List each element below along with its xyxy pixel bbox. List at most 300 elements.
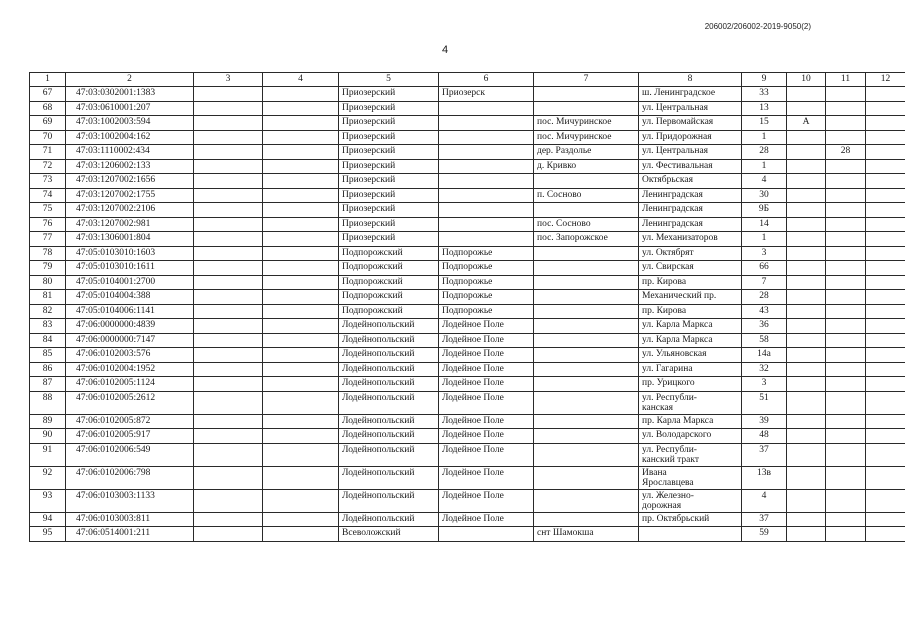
- table-cell: Лодейное Поле: [439, 362, 534, 377]
- table-cell: 78: [30, 246, 66, 261]
- table-cell: 47:06:0102005:917: [66, 429, 194, 444]
- table-cell: 82: [30, 304, 66, 319]
- table-cell: [787, 232, 826, 247]
- table-cell: [866, 87, 905, 102]
- table-cell: [866, 203, 905, 218]
- table-cell: [194, 466, 263, 489]
- table-cell: [787, 333, 826, 348]
- table-row: [30, 275, 905, 290]
- table-cell: [826, 246, 866, 261]
- column-header: 3: [194, 73, 263, 87]
- table-cell: [194, 246, 263, 261]
- table-cell: 58: [742, 333, 787, 348]
- table-row: [30, 217, 905, 232]
- table-cell: [866, 130, 905, 145]
- table-cell: [194, 188, 263, 203]
- table-cell: 90: [30, 429, 66, 444]
- table-cell: 3: [742, 246, 787, 261]
- table-cell: 13: [742, 101, 787, 116]
- table-cell: 47:06:0102005:872: [66, 414, 194, 429]
- table-row: [30, 377, 905, 392]
- table-cell: 47:06:0103003:1133: [66, 489, 194, 512]
- table-cell: [194, 429, 263, 444]
- table-cell: Подпорожский: [339, 275, 439, 290]
- table-cell: 47:06:0000000:4839: [66, 319, 194, 334]
- table-row: [30, 348, 905, 363]
- table-row: [30, 362, 905, 377]
- table-cell: Приозерский: [339, 145, 439, 160]
- table-cell: [263, 246, 339, 261]
- table-cell: пр. Карла Маркса: [639, 414, 742, 429]
- table-cell: [787, 261, 826, 276]
- table-cell: [263, 87, 339, 102]
- table-cell: Лодейнопольский: [339, 391, 439, 414]
- table-cell: 47:03:1002004:162: [66, 130, 194, 145]
- table-cell: [194, 174, 263, 189]
- table-cell: Лодейное Поле: [439, 377, 534, 392]
- table-cell: 37: [742, 512, 787, 527]
- table-row: [30, 246, 905, 261]
- table-cell: [866, 304, 905, 319]
- table-cell: ул. Октябрят: [639, 246, 742, 261]
- table-cell: Приозерский: [339, 101, 439, 116]
- table-cell: [826, 348, 866, 363]
- table-row: [30, 489, 905, 512]
- table-cell: [787, 429, 826, 444]
- column-header: 12: [866, 73, 905, 87]
- table-cell: [534, 87, 639, 102]
- table-cell: ул. Придорожная: [639, 130, 742, 145]
- table-cell: Приозерский: [339, 203, 439, 218]
- table-cell: [263, 333, 339, 348]
- table-cell: [866, 466, 905, 489]
- table-cell: Ивана Ярославцева: [639, 466, 742, 489]
- table-cell: [194, 377, 263, 392]
- table-cell: 85: [30, 348, 66, 363]
- table-cell: [826, 275, 866, 290]
- table-row: [30, 232, 905, 247]
- table-cell: Лодейное Поле: [439, 429, 534, 444]
- document-id: 206002/206002-2019-9050(2): [704, 22, 811, 31]
- table-cell: 47:06:0102005:2612: [66, 391, 194, 414]
- table-cell: [787, 527, 826, 542]
- table-cell: 47:03:1206002:133: [66, 159, 194, 174]
- table-cell: Приозерский: [339, 87, 439, 102]
- table-cell: [263, 101, 339, 116]
- table-cell: [866, 512, 905, 527]
- table-cell: 33: [742, 87, 787, 102]
- table-cell: дер. Раздолье: [534, 145, 639, 160]
- table-cell: пр. Кирова: [639, 304, 742, 319]
- table-body: [30, 87, 905, 542]
- table-cell: [534, 290, 639, 305]
- table-cell: 47:06:0514001:211: [66, 527, 194, 542]
- table-cell: ул. Свирская: [639, 261, 742, 276]
- table-cell: [439, 116, 534, 131]
- table-cell: 47:06:0102005:1124: [66, 377, 194, 392]
- table-cell: 95: [30, 527, 66, 542]
- table-cell: Подпорожский: [339, 261, 439, 276]
- table-cell: ул. Ульяновская: [639, 348, 742, 363]
- table-cell: [194, 319, 263, 334]
- register-table: [29, 72, 905, 542]
- table-cell: ул. Гагарина: [639, 362, 742, 377]
- table-cell: [263, 362, 339, 377]
- table-cell: 1: [742, 232, 787, 247]
- table-cell: 47:05:0104001:2700: [66, 275, 194, 290]
- column-header: 10: [787, 73, 826, 87]
- table-cell: пос. Мичуринское: [534, 116, 639, 131]
- table-cell: [534, 377, 639, 392]
- table-cell: [787, 203, 826, 218]
- table-cell: 47:03:1306001:804: [66, 232, 194, 247]
- table-cell: ул. Железно- дорожная: [639, 489, 742, 512]
- table-cell: 37: [742, 443, 787, 466]
- table-cell: [534, 333, 639, 348]
- table-cell: 92: [30, 466, 66, 489]
- table-cell: 47:03:1207002:981: [66, 217, 194, 232]
- table-cell: Лодейнопольский: [339, 333, 439, 348]
- table-cell: [194, 130, 263, 145]
- table-cell: Подпорожье: [439, 246, 534, 261]
- table-cell: 76: [30, 217, 66, 232]
- header-row: [30, 73, 905, 87]
- table-cell: [826, 159, 866, 174]
- table-cell: [534, 489, 639, 512]
- table-cell: 89: [30, 414, 66, 429]
- column-header: 4: [263, 73, 339, 87]
- table-cell: 47:03:1110002:434: [66, 145, 194, 160]
- table-cell: 14а: [742, 348, 787, 363]
- table-cell: [534, 275, 639, 290]
- table-cell: [826, 377, 866, 392]
- table-cell: [866, 443, 905, 466]
- table-cell: Лодейнопольский: [339, 348, 439, 363]
- table-cell: [866, 159, 905, 174]
- table-cell: [439, 159, 534, 174]
- table-cell: 91: [30, 443, 66, 466]
- table-cell: [826, 116, 866, 131]
- table-cell: Октябрьская: [639, 174, 742, 189]
- table-cell: Приозерский: [339, 232, 439, 247]
- table-cell: [866, 174, 905, 189]
- table-cell: [787, 489, 826, 512]
- table-cell: 47:05:0103010:1611: [66, 261, 194, 276]
- table-cell: Лодейнопольский: [339, 429, 439, 444]
- table-cell: ул. Первомайская: [639, 116, 742, 131]
- page-number: 4: [442, 44, 449, 56]
- table-row: [30, 145, 905, 160]
- table-cell: Подпорожье: [439, 290, 534, 305]
- table-cell: [826, 527, 866, 542]
- table-cell: Лодейнопольский: [339, 443, 439, 466]
- table-row: [30, 87, 905, 102]
- table-cell: 48: [742, 429, 787, 444]
- table-cell: [787, 130, 826, 145]
- table-cell: [866, 188, 905, 203]
- table-cell: 47:05:0104006:1141: [66, 304, 194, 319]
- table-cell: [866, 101, 905, 116]
- table-cell: 43: [742, 304, 787, 319]
- table-cell: 72: [30, 159, 66, 174]
- table-cell: 30: [742, 188, 787, 203]
- table-cell: п. Сосново: [534, 188, 639, 203]
- table-cell: [263, 348, 339, 363]
- table-cell: Приозерский: [339, 174, 439, 189]
- table-cell: [534, 512, 639, 527]
- table-cell: [787, 362, 826, 377]
- table-cell: Лодейное Поле: [439, 512, 534, 527]
- table-cell: [194, 116, 263, 131]
- table-cell: 47:05:0104004:388: [66, 290, 194, 305]
- table-cell: [194, 217, 263, 232]
- table-cell: [263, 116, 339, 131]
- table-cell: [534, 101, 639, 116]
- table-cell: Подпорожский: [339, 246, 439, 261]
- table-cell: Лодейное Поле: [439, 348, 534, 363]
- table-cell: Подпорожье: [439, 275, 534, 290]
- table-cell: [439, 217, 534, 232]
- table-cell: Лодейнопольский: [339, 362, 439, 377]
- table-cell: ул. Республи- канский тракт: [639, 443, 742, 466]
- table-cell: Приозерский: [339, 159, 439, 174]
- table-cell: [194, 261, 263, 276]
- table-cell: [263, 217, 339, 232]
- table-cell: [534, 466, 639, 489]
- table-cell: ул. Центральная: [639, 101, 742, 116]
- table-cell: 69: [30, 116, 66, 131]
- table-cell: [787, 466, 826, 489]
- table-cell: 47:06:0102006:549: [66, 443, 194, 466]
- table-cell: [194, 159, 263, 174]
- table-cell: [439, 527, 534, 542]
- table-cell: [194, 304, 263, 319]
- table-cell: 87: [30, 377, 66, 392]
- table-cell: [263, 145, 339, 160]
- table-row: [30, 116, 905, 131]
- table-cell: 32: [742, 362, 787, 377]
- table-row: [30, 319, 905, 334]
- table-cell: [263, 290, 339, 305]
- table-cell: [263, 377, 339, 392]
- table-cell: [439, 101, 534, 116]
- table-cell: [826, 362, 866, 377]
- table-cell: ул. Володарского: [639, 429, 742, 444]
- table-cell: [787, 101, 826, 116]
- table-cell: [826, 466, 866, 489]
- table-cell: ш. Ленинградское: [639, 87, 742, 102]
- table-cell: пос. Сосново: [534, 217, 639, 232]
- table-cell: [787, 290, 826, 305]
- table-cell: [534, 319, 639, 334]
- table-cell: 93: [30, 489, 66, 512]
- table-cell: Приозерск: [439, 87, 534, 102]
- table-cell: пос. Запорожское: [534, 232, 639, 247]
- table-row: [30, 391, 905, 414]
- table-cell: 28: [742, 145, 787, 160]
- table-cell: 77: [30, 232, 66, 247]
- column-header: 1: [30, 73, 66, 87]
- table-cell: 15: [742, 116, 787, 131]
- table-row: [30, 512, 905, 527]
- table-cell: Лодейнопольский: [339, 466, 439, 489]
- table-cell: [866, 377, 905, 392]
- table-cell: Приозерский: [339, 130, 439, 145]
- table-cell: 3: [742, 377, 787, 392]
- table-cell: Всеволожский: [339, 527, 439, 542]
- table-cell: [534, 414, 639, 429]
- table-cell: 47:03:1002003:594: [66, 116, 194, 131]
- table-cell: ул. Механизаторов: [639, 232, 742, 247]
- table-cell: [787, 217, 826, 232]
- table-cell: [826, 101, 866, 116]
- table-cell: д. Кривко: [534, 159, 639, 174]
- table-cell: 47:06:0102006:798: [66, 466, 194, 489]
- table-cell: 94: [30, 512, 66, 527]
- table-cell: [787, 348, 826, 363]
- table-cell: 47:06:0103003:811: [66, 512, 194, 527]
- table-cell: [866, 489, 905, 512]
- table-cell: [787, 443, 826, 466]
- table-cell: 47:03:0610001:207: [66, 101, 194, 116]
- table-cell: [826, 489, 866, 512]
- table-cell: [534, 261, 639, 276]
- table-cell: 86: [30, 362, 66, 377]
- table-row: [30, 203, 905, 218]
- table-row: [30, 443, 905, 466]
- table-cell: Лодейнопольский: [339, 319, 439, 334]
- table-cell: [787, 391, 826, 414]
- table-row: [30, 188, 905, 203]
- table-cell: [194, 414, 263, 429]
- table-row: [30, 101, 905, 116]
- table-cell: [534, 429, 639, 444]
- table-cell: 84: [30, 333, 66, 348]
- table-cell: [534, 174, 639, 189]
- table-cell: [534, 246, 639, 261]
- table-cell: Лодейное Поле: [439, 333, 534, 348]
- table-cell: пр. Кирова: [639, 275, 742, 290]
- table-cell: [263, 443, 339, 466]
- table-cell: [826, 512, 866, 527]
- table-cell: 1: [742, 130, 787, 145]
- table-cell: Ленинградская: [639, 217, 742, 232]
- table-cell: [787, 304, 826, 319]
- table-cell: [263, 319, 339, 334]
- table-cell: [866, 145, 905, 160]
- table-cell: 88: [30, 391, 66, 414]
- table-cell: 47:06:0102004:1952: [66, 362, 194, 377]
- table-cell: 7: [742, 275, 787, 290]
- table-cell: [263, 391, 339, 414]
- table-cell: [866, 333, 905, 348]
- table-cell: [439, 232, 534, 247]
- table-cell: [194, 348, 263, 363]
- table-cell: 51: [742, 391, 787, 414]
- table-cell: 13в: [742, 466, 787, 489]
- table-cell: [866, 116, 905, 131]
- table-cell: [787, 512, 826, 527]
- table-cell: [194, 290, 263, 305]
- table-row: [30, 466, 905, 489]
- table-cell: ул. Центральная: [639, 145, 742, 160]
- table-cell: [194, 391, 263, 414]
- table-cell: Механический пр.: [639, 290, 742, 305]
- table-cell: [194, 443, 263, 466]
- table-cell: [866, 232, 905, 247]
- table-cell: ул. Фестивальная: [639, 159, 742, 174]
- table-cell: 74: [30, 188, 66, 203]
- column-header: 7: [534, 73, 639, 87]
- table-row: [30, 304, 905, 319]
- column-header: 8: [639, 73, 742, 87]
- table-cell: [263, 429, 339, 444]
- table-cell: 47:05:0103010:1603: [66, 246, 194, 261]
- table-cell: 36: [742, 319, 787, 334]
- table-cell: [866, 527, 905, 542]
- table-cell: [194, 101, 263, 116]
- table-row: [30, 333, 905, 348]
- table-cell: 47:03:1207002:1755: [66, 188, 194, 203]
- table-cell: [534, 443, 639, 466]
- table-cell: [263, 512, 339, 527]
- table-cell: 1: [742, 159, 787, 174]
- table-cell: 47:03:0302001:1383: [66, 87, 194, 102]
- table-cell: [263, 130, 339, 145]
- table-cell: [826, 333, 866, 348]
- table-cell: [263, 414, 339, 429]
- table-cell: 73: [30, 174, 66, 189]
- table-cell: [826, 391, 866, 414]
- table-cell: [439, 130, 534, 145]
- table-cell: 83: [30, 319, 66, 334]
- table-cell: снт Шамокша: [534, 527, 639, 542]
- table-cell: 67: [30, 87, 66, 102]
- table-cell: Приозерский: [339, 217, 439, 232]
- table-cell: [194, 512, 263, 527]
- table-cell: [787, 275, 826, 290]
- table-cell: [866, 217, 905, 232]
- column-header: 11: [826, 73, 866, 87]
- table-cell: [534, 348, 639, 363]
- table-cell: Лодейное Поле: [439, 489, 534, 512]
- column-header: 9: [742, 73, 787, 87]
- table-cell: 70: [30, 130, 66, 145]
- table-cell: [194, 333, 263, 348]
- table-cell: пр. Урицкого: [639, 377, 742, 392]
- table-cell: [194, 145, 263, 160]
- table-cell: [194, 203, 263, 218]
- table-cell: ул. Карла Маркса: [639, 319, 742, 334]
- table-cell: А: [787, 116, 826, 131]
- table-cell: Приозерский: [339, 116, 439, 131]
- table-cell: Подпорожский: [339, 304, 439, 319]
- table-cell: 71: [30, 145, 66, 160]
- table-cell: Лодейное Поле: [439, 391, 534, 414]
- table-cell: Ленинградская: [639, 203, 742, 218]
- table-cell: [866, 246, 905, 261]
- table-row: [30, 527, 905, 542]
- table-cell: Лодейное Поле: [439, 414, 534, 429]
- table-cell: [826, 87, 866, 102]
- column-header: 6: [439, 73, 534, 87]
- table-row: [30, 174, 905, 189]
- table-cell: [263, 527, 339, 542]
- table-cell: [787, 188, 826, 203]
- column-header: 2: [66, 73, 194, 87]
- table-cell: [439, 203, 534, 218]
- table-cell: Подпорожье: [439, 261, 534, 276]
